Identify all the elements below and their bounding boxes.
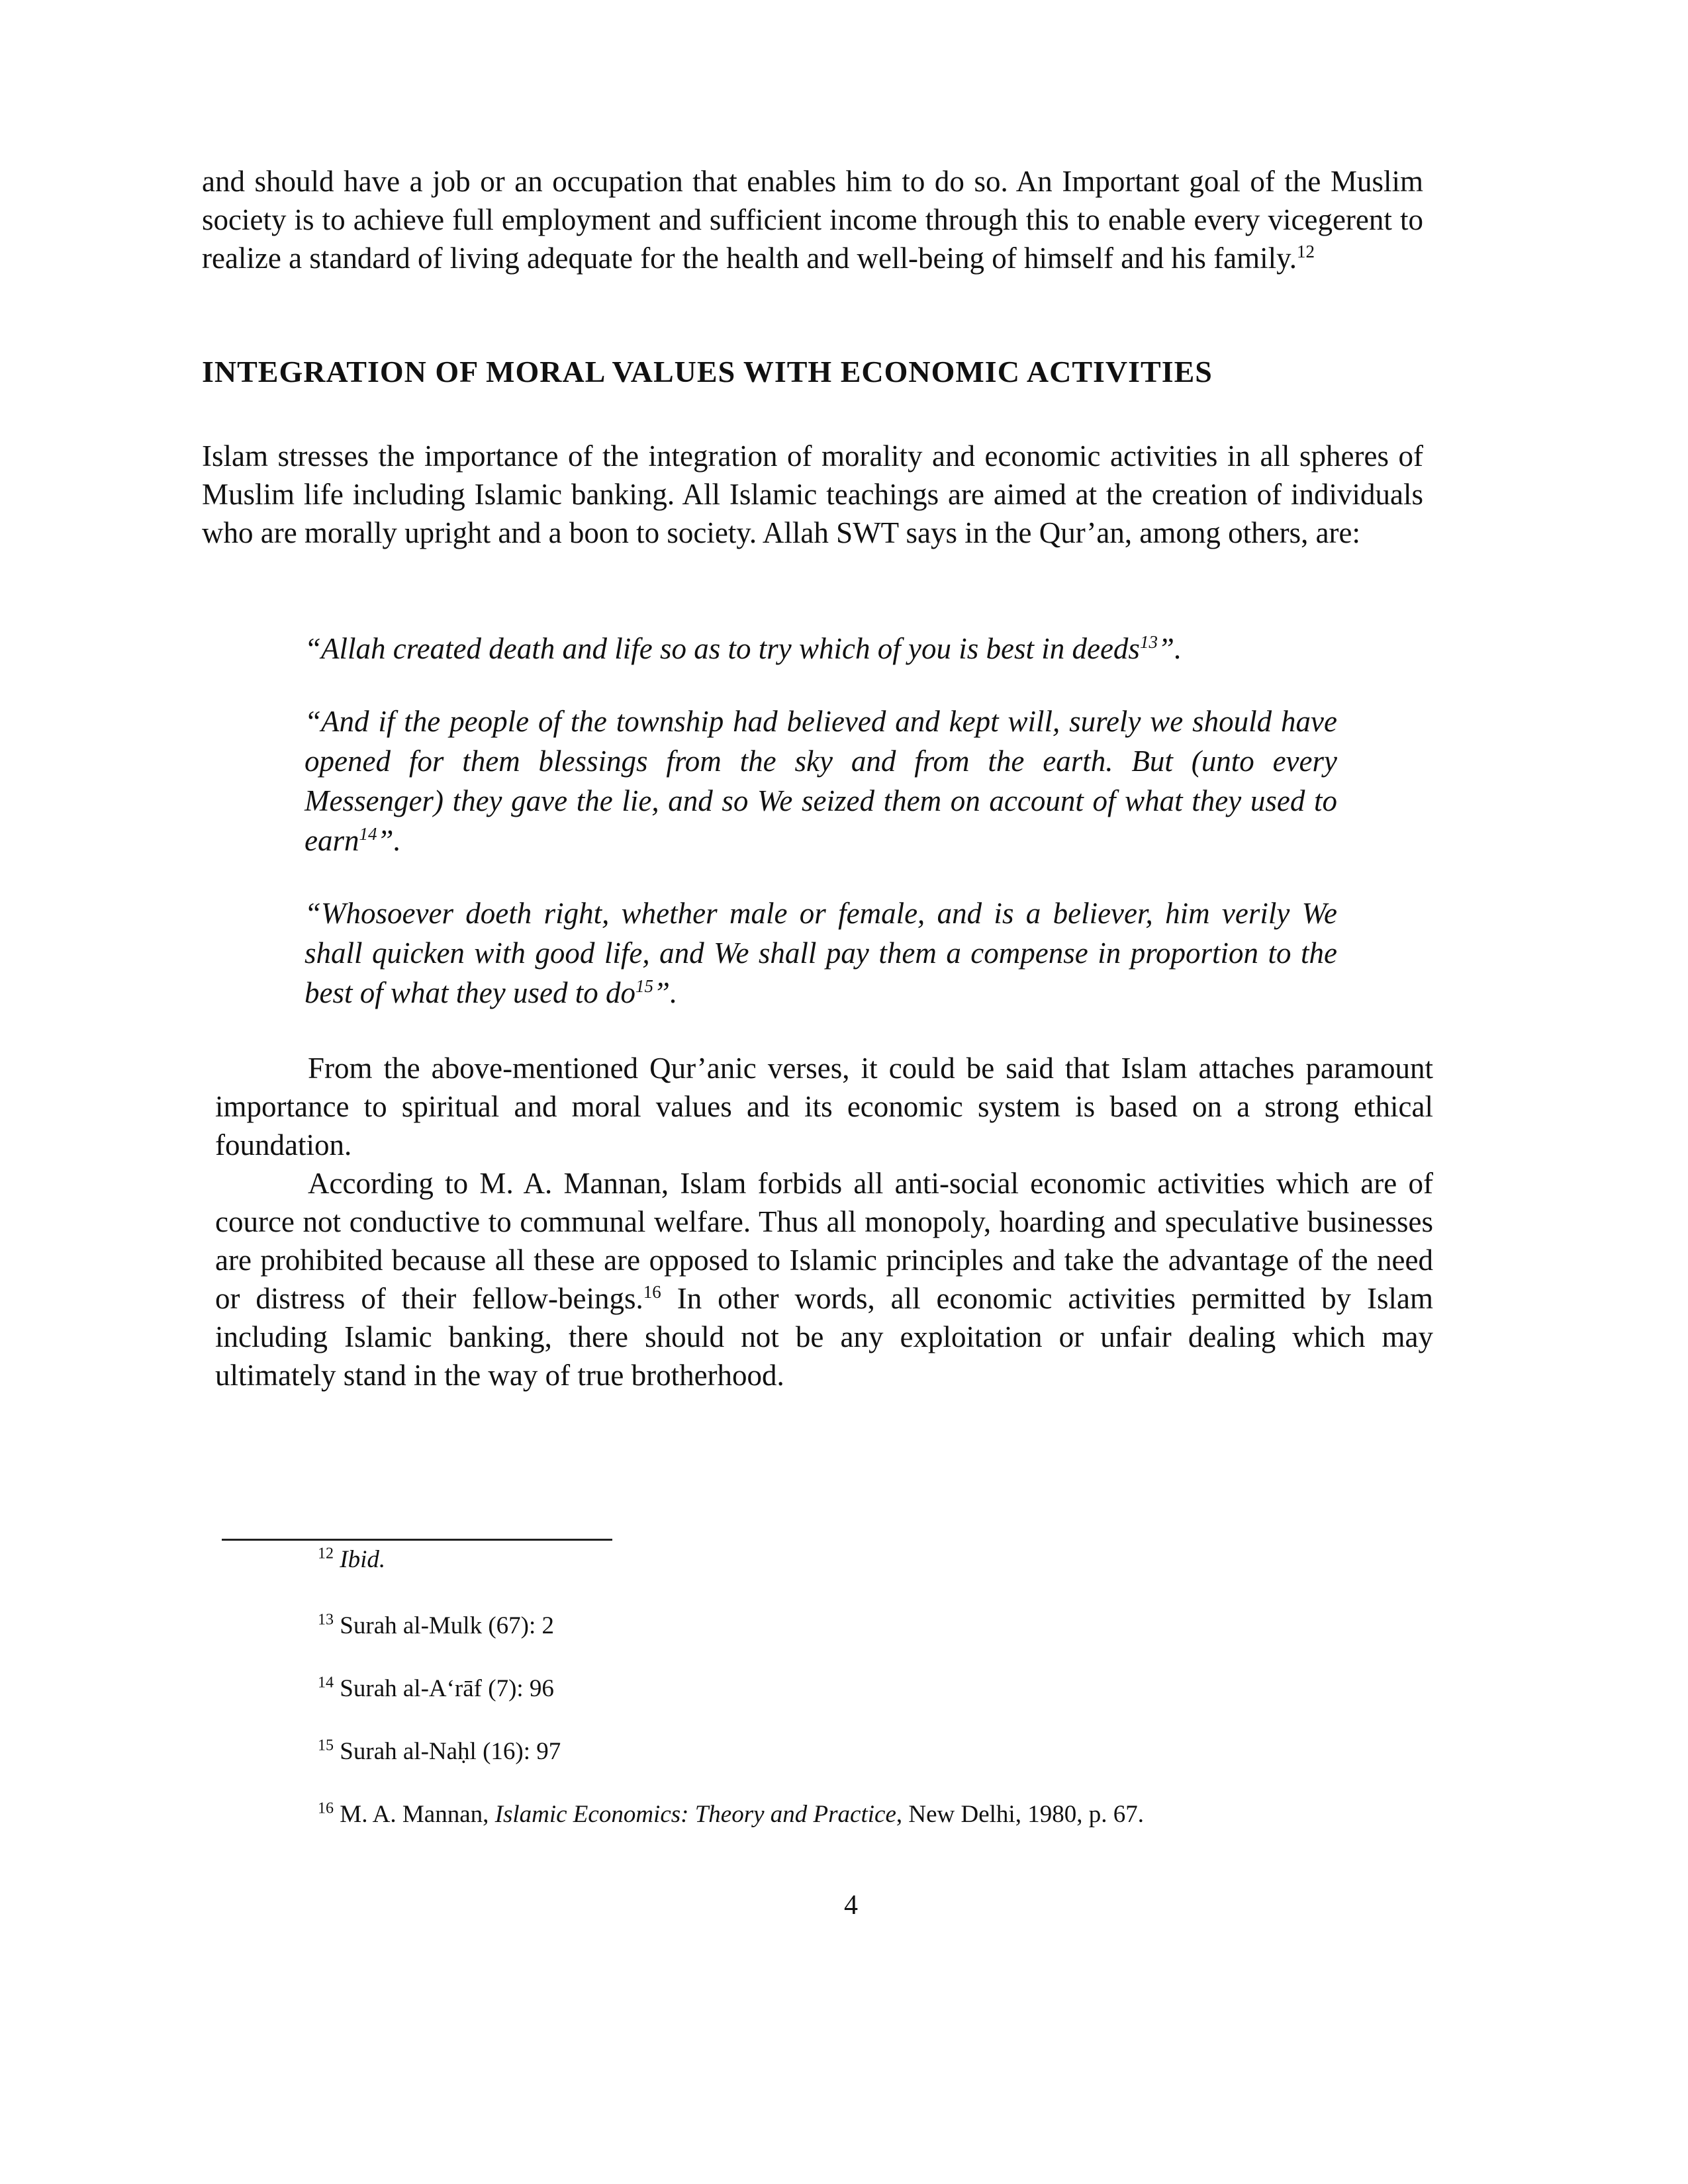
section-heading: INTEGRATION OF MORAL VALUES WITH ECONOMIC ACTIVITIES (202, 355, 1213, 388)
paragraph-after-quotes: From the above-mentioned Qur’anic verses, it could be said that Islam attaches paramount importance to spiritual and moral values and its economic system is based on a strong ethical foundation. (215, 1052, 1433, 1161)
intro-paragraph: Islam stresses the importance of the integration of morality and economic activities in all spheres of Muslim life including Islamic banking. All Islamic teachings are aimed at the creation of individuals who are morally upright and a boon to society. Allah SWT says in the Qur’an, among others, are: (202, 439, 1423, 549)
footnote-ref-14: 14 (359, 824, 377, 844)
footnote-12: $^{12}$ Ibid. (318, 1545, 386, 1573)
opening-paragraph-block (202, 162, 1423, 277)
footnote-separator (222, 1539, 612, 1541)
footnote-16: $^{16}$ M. A. Mannan, Islamic Economics: Theory and Practice, New Delhi, 1980, p. 67. (318, 1799, 1144, 1828)
footnote-13: $^{13}$ Surah al-Mulk (67): 2 (318, 1611, 554, 1639)
footnote-ref-16: 16 (643, 1282, 661, 1302)
opening-paragraph: and should have a job or an occupation that enables him to do so. An Important goal of the Muslim society is to achieve full employment and sufficient income through this to enable every vicegerent to realize a standard of living adequate for the health and well-being of himself and his family.$^{12}$ (202, 165, 1423, 275)
footnote-ref-12: 12 (1297, 242, 1315, 261)
page-number: 4 (844, 1890, 858, 1921)
footnote-ref-13: 13 (1139, 632, 1158, 652)
quote-3: “Whosoever doeth right, whether male or female, and is a believer, him verily We shall quicken with good life, and We shall pay them a compense in proportion to the best of what they used to $do^{15}$”. (305, 897, 1337, 1009)
quote-2: “And if the people of the township had believed and kept will, surely we should have opened for them blessings from the sky and from the earth. But (unto every Messenger) they gave the lie, and so We seized them on account of what they used to earn$^{14}$”. (305, 705, 1337, 857)
mannan-paragraph: According to M. A. Mannan, Islam forbids all anti-social economic activities which are of cource not conductive to communal welfare. Thus all monopoly, hoarding and speculative businesses are prohibited because all these are opposed to Islamic principles and take the advantage of the need or distress of their fellow-beings.$^{16}$ In other words, all economic activities permitted by Islam including Islamic banking, there should not be any exploitation or unfair dealing which may ultimately stand in the way of true brotherhood. (215, 1167, 1433, 1392)
intro-paragraph-block (202, 437, 1423, 552)
quote-1: “Allah created death and life so as to try which of you is best in deeds$^{13}$”. (305, 632, 1182, 665)
body-paragraphs-block (215, 1049, 1433, 1394)
footnote-15: $^{15}$ Surah al-Naḥl (16): 97 (318, 1737, 561, 1765)
footnote-14: $^{14}$ Surah al-A‘rāf (7): 96 (318, 1674, 554, 1702)
footnote-ref-15: 15 (635, 976, 653, 996)
